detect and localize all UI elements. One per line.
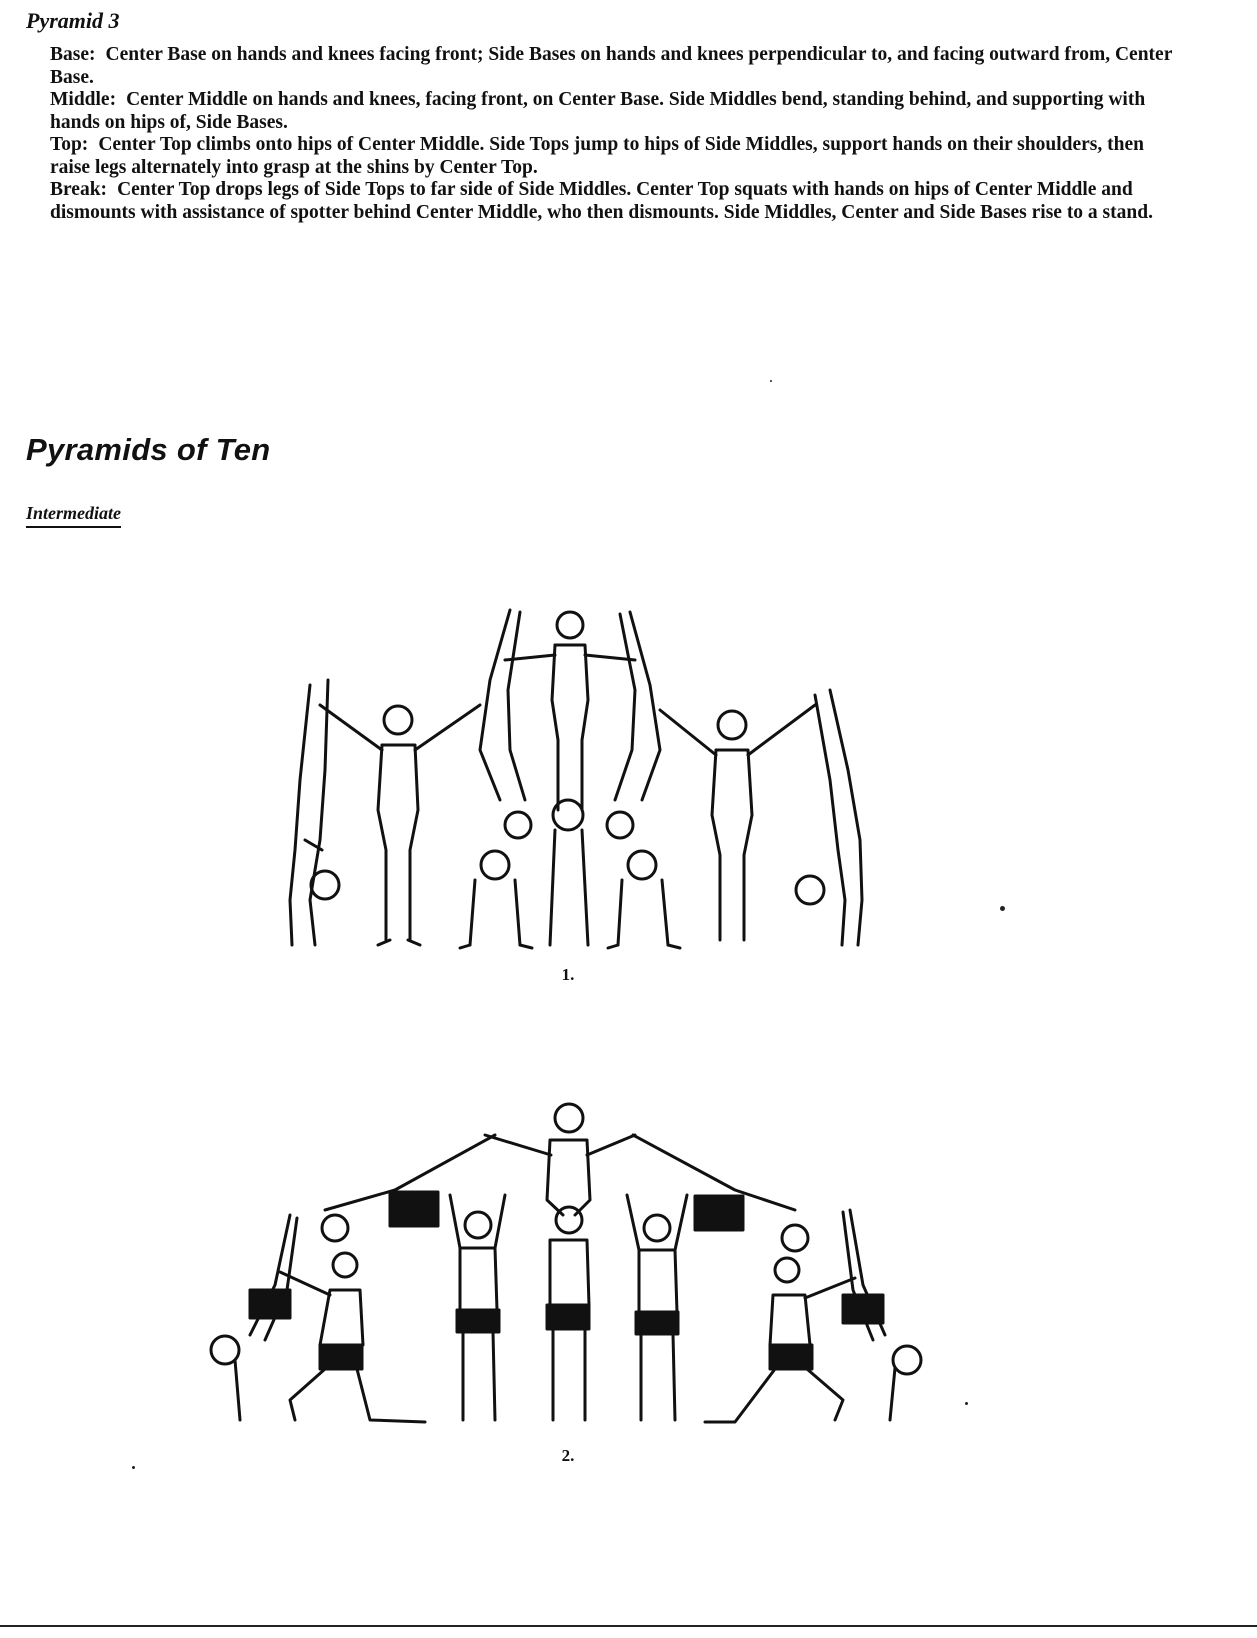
instruction-break (50, 179, 1180, 224)
left-kneel-handstand (211, 1215, 425, 1422)
term-top: Top: (50, 134, 89, 155)
term-middle: Middle: (50, 89, 117, 110)
scan-speck (770, 380, 772, 382)
scan-speck (965, 1402, 968, 1405)
scan-speck (132, 1466, 135, 1469)
term-break: Break: (50, 179, 108, 200)
page-title: Pyramids of Ten (26, 432, 271, 467)
instruction-top (50, 134, 1180, 179)
right-kneel-handstand (705, 1210, 921, 1422)
text-break: Center Top drops legs of Side Tops to far side of Side Middles. Center Top squats with hands on hips of Center Middle and dismounts with assistance of spotter behind Center Middle, who then dismounts. Side Middles, Center and Side Bases rise to a stand. (50, 179, 1153, 223)
left-handstand-figure (290, 680, 339, 945)
instruction-middle (50, 89, 1180, 134)
text-top: Center Top climbs onto hips of Center Middle. Side Tops jump to hips of Side Middles, support hands on their shoulders, then raise legs alternately into grasp at the shins by Center Top. (50, 134, 1144, 178)
level-label: Intermediate (26, 503, 121, 528)
figure-1-illustration (270, 600, 890, 960)
center-bases (460, 800, 680, 948)
figure-1-caption: 1. (561, 965, 575, 984)
right-standing-figure (660, 705, 815, 940)
section-label: Pyramid 3 (26, 8, 120, 33)
bottom-rule (0, 1625, 1257, 1627)
left-standing-figure (320, 705, 480, 945)
side-tops (322, 1192, 808, 1251)
scan-speck (1000, 906, 1005, 911)
center-top-figure (505, 612, 635, 810)
text-middle: Center Middle on hands and knees, facing front, on Center Base. Side Middles bend, standing behind, and supporting with hands on hips of, Side Bases. (50, 89, 1146, 133)
text-base: Center Base on hands and knees facing front; Side Bases on hands and knees perpendicular to, and facing outward from, Center Base. (50, 44, 1172, 88)
figure-2-caption: 2. (561, 1446, 575, 1465)
instructions (50, 44, 1180, 224)
standing-middles (450, 1195, 687, 1420)
figure-2-illustration (195, 1100, 935, 1445)
right-handstand-figure (796, 690, 862, 945)
term-base: Base: (50, 44, 96, 65)
instruction-base (50, 44, 1180, 89)
